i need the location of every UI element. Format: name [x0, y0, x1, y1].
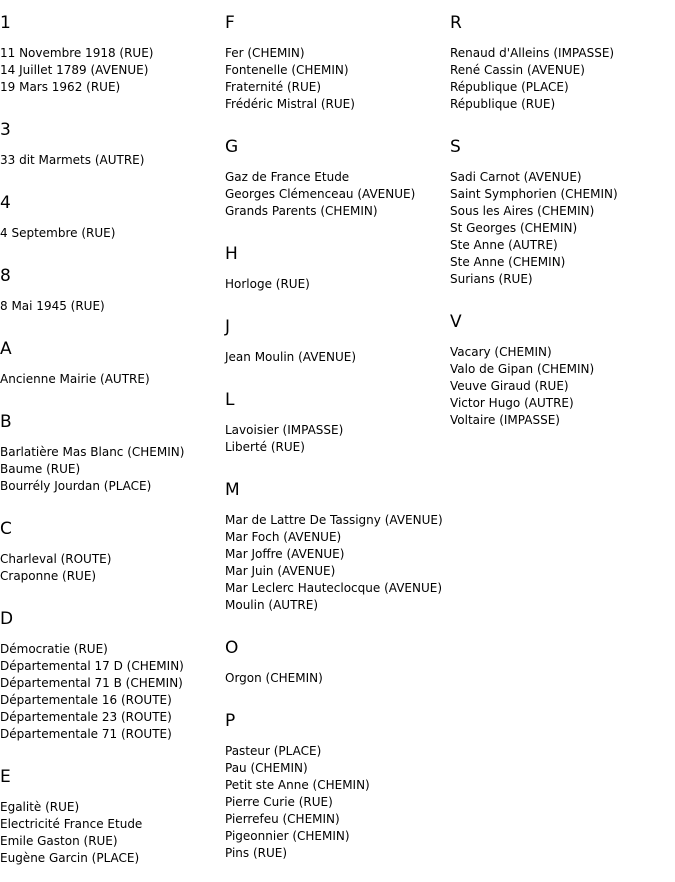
letter-heading: B — [0, 412, 12, 432]
street-name: Sous les Aires (CHEMIN) — [450, 204, 595, 218]
street-name: Mar Leclerc Hauteclocque (AVENUE) — [225, 581, 443, 595]
letter-heading: 4 — [0, 193, 11, 213]
street-name: Mar Juin (AVENUE) — [225, 564, 336, 578]
letter-heading: D — [0, 609, 14, 629]
street-name: Pierrefeu (CHEMIN) — [225, 812, 340, 826]
street-list — [0, 551, 111, 585]
street-name: St Georges (CHEMIN) — [450, 221, 578, 235]
street-name: 8 Mai 1945 (RUE) — [0, 299, 105, 313]
letter-heading: L — [225, 390, 235, 410]
street-name: Petit ste Anne (CHEMIN) — [225, 778, 370, 792]
street-name: Moulin (AUTRE) — [225, 598, 318, 612]
street-name: République (RUE) — [450, 97, 556, 111]
street-name: Valo de Gipan (CHEMIN) — [450, 362, 595, 376]
street-name: 33 dit Marmets (AUTRE) — [0, 153, 145, 167]
letter-heading: O — [225, 638, 239, 658]
street-name: René Cassin (AVENUE) — [450, 63, 585, 77]
street-list — [225, 743, 370, 862]
street-name: Jean Moulin (AVENUE) — [225, 350, 357, 364]
street-list — [450, 169, 618, 288]
street-name: 14 Juillet 1789 (AVENUE) — [0, 63, 149, 77]
street-list — [0, 298, 105, 315]
street-name: Barlatière Mas Blanc (CHEMIN) — [0, 445, 185, 459]
street-name: Ste Anne (AUTRE) — [450, 238, 558, 252]
street-name: Saint Symphorien (CHEMIN) — [450, 187, 618, 201]
street-name: Gaz de France Etude — [225, 170, 350, 184]
street-name: Renaud d'Alleins (IMPASSE) — [450, 46, 615, 60]
letter-heading: E — [0, 767, 11, 787]
street-name: Georges Clémenceau (AVENUE) — [225, 187, 416, 201]
letter-heading: M — [225, 480, 240, 500]
street-list — [225, 670, 323, 687]
street-name: Pigeonnier (CHEMIN) — [225, 829, 350, 843]
street-name: Départementale 71 (ROUTE) — [0, 727, 172, 741]
letter-heading: J — [225, 317, 231, 337]
street-name: Charleval (ROUTE) — [0, 552, 112, 566]
street-name: Bourrély Jourdan (PLACE) — [0, 479, 152, 493]
street-list — [0, 152, 144, 169]
letter-heading: R — [450, 13, 462, 33]
letter-heading: S — [450, 137, 461, 157]
street-name: Emile Gaston (RUE) — [0, 834, 118, 848]
street-name: Vacary (CHEMIN) — [450, 345, 552, 359]
street-name: Mar Joffre (AVENUE) — [225, 547, 345, 561]
street-name: Ste Anne (CHEMIN) — [450, 255, 566, 269]
street-name: 4 Septembre (RUE) — [0, 226, 116, 240]
letter-heading: H — [225, 244, 238, 264]
street-name: Fontenelle (CHEMIN) — [225, 63, 349, 77]
street-name: Lavoisier (IMPASSE) — [225, 423, 344, 437]
street-name: Orgon (CHEMIN) — [225, 671, 323, 685]
street-name: Victor Hugo (AUTRE) — [450, 396, 574, 410]
street-list — [225, 276, 310, 293]
street-list — [0, 371, 150, 388]
street-name: Ancienne Mairie (AUTRE) — [0, 372, 150, 386]
street-list — [0, 225, 115, 242]
street-list — [225, 512, 443, 614]
street-name: Mar Foch (AVENUE) — [225, 530, 342, 544]
street-name: Démocratie (RUE) — [0, 642, 108, 656]
street-name: Liberté (RUE) — [225, 440, 305, 454]
street-name: 11 Novembre 1918 (RUE) — [0, 46, 154, 60]
street-list — [225, 422, 343, 456]
street-name: Grands Parents (CHEMIN) — [225, 204, 378, 218]
letter-heading: A — [0, 339, 12, 359]
street-name: République (PLACE) — [450, 80, 569, 94]
street-name: Départementale 16 (ROUTE) — [0, 693, 172, 707]
street-name: Horloge (RUE) — [225, 277, 310, 291]
street-name: Fer (CHEMIN) — [225, 46, 305, 60]
street-name: Electricité France Etude — [0, 817, 143, 831]
street-name: Frédéric Mistral (RUE) — [225, 97, 355, 111]
street-name: Départementale 23 (ROUTE) — [0, 710, 172, 724]
street-name: Pau (CHEMIN) — [225, 761, 308, 775]
street-name: Pins (RUE) — [225, 846, 288, 860]
street-name: Départemental 71 B (CHEMIN) — [0, 676, 183, 690]
letter-heading: F — [225, 13, 235, 33]
letter-heading: P — [225, 711, 236, 731]
street-list — [0, 45, 153, 96]
street-list — [225, 349, 356, 366]
street-name: Sadi Carnot (AVENUE) — [450, 170, 582, 184]
street-name: Egalitè (RUE) — [0, 800, 80, 814]
street-name: Veuve Giraud (RUE) — [450, 379, 569, 393]
street-name: Surians (RUE) — [450, 272, 533, 286]
letter-heading: 8 — [0, 266, 11, 286]
street-list — [0, 641, 184, 743]
street-name: Départemental 17 D (CHEMIN) — [0, 659, 184, 673]
letter-heading: 3 — [0, 120, 11, 140]
street-list — [450, 344, 594, 429]
street-name: Pasteur (PLACE) — [225, 744, 322, 758]
street-name: Pierre Curie (RUE) — [225, 795, 333, 809]
street-list — [225, 45, 355, 113]
letter-heading: C — [0, 519, 12, 539]
street-list — [0, 799, 142, 867]
letter-heading: G — [225, 137, 239, 157]
street-name: Baume (RUE) — [0, 462, 81, 476]
street-list — [225, 169, 415, 220]
street-name: Eugène Garcin (PLACE) — [0, 851, 140, 865]
street-name: Craponne (RUE) — [0, 569, 97, 583]
street-name: 19 Mars 1962 (RUE) — [0, 80, 121, 94]
street-name: Fraternité (RUE) — [225, 80, 322, 94]
street-list — [0, 444, 184, 495]
street-list — [450, 45, 614, 113]
letter-heading: V — [450, 312, 462, 332]
street-name: Voltaire (IMPASSE) — [450, 413, 560, 427]
letter-heading: 1 — [0, 13, 11, 33]
street-name: Mar de Lattre De Tassigny (AVENUE) — [225, 513, 443, 527]
